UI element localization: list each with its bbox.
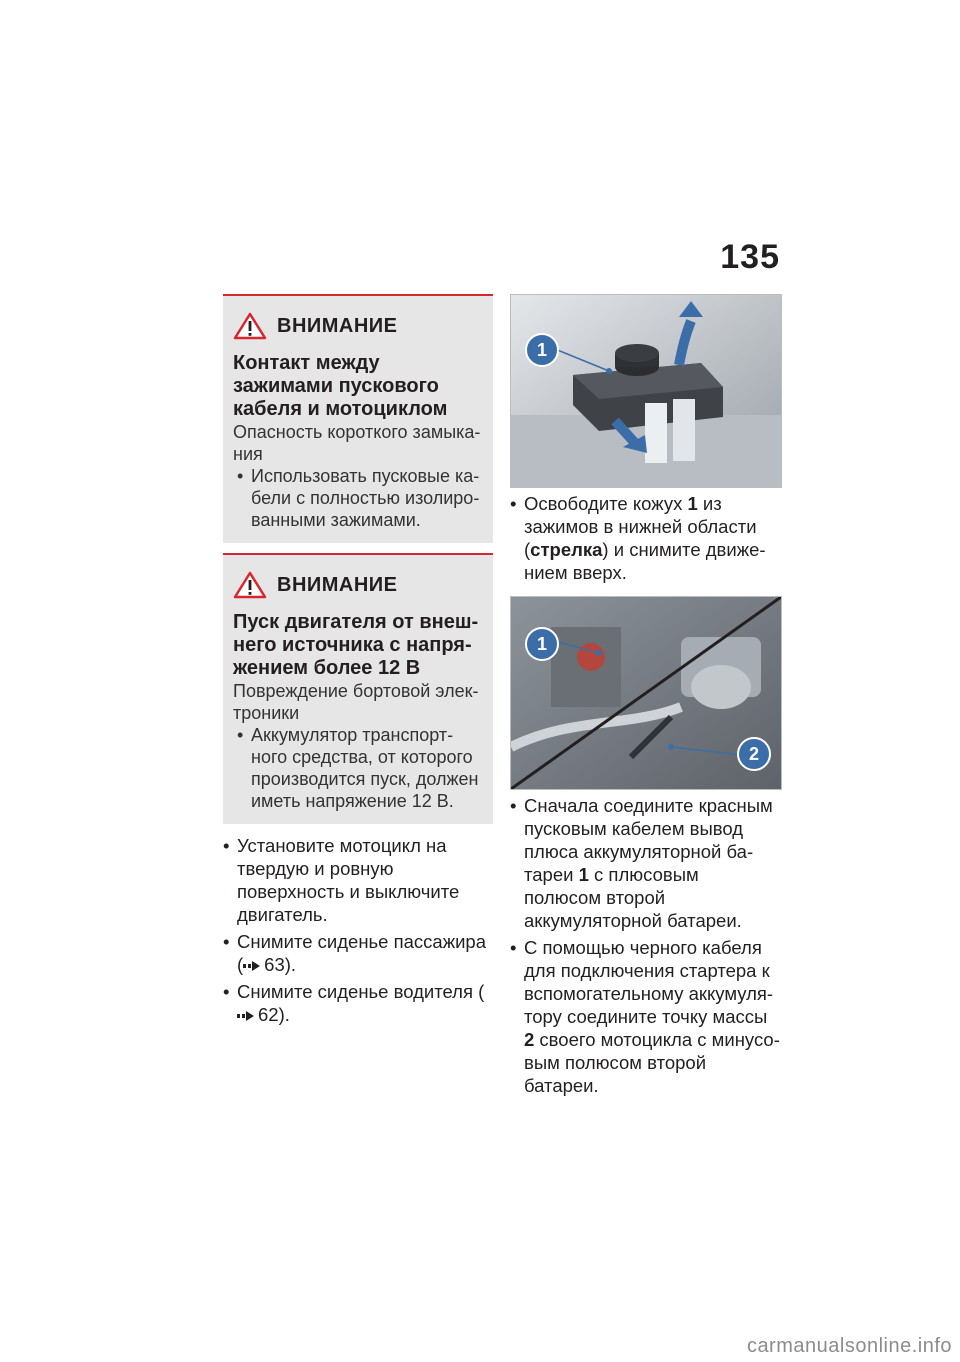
bullet-dot: • [223,931,230,952]
warning-box-2 [223,553,493,824]
step-text: из зажимов в нижней области ( [524,493,757,560]
page-reference-link[interactable]: 63 [264,954,285,975]
step-text: с плюсовым полюсом второй аккумуляторной батареи. [524,864,742,931]
bullet-dot: • [510,795,517,816]
step-text: Освободите кожух [524,493,688,514]
step-text: своего мотоцикла с минусовым полюсом второй батареи. [524,1029,780,1096]
step-text: ) и снимите движением вверх. [524,539,766,583]
step-text: С помощью черного кабеля для подключения стартера к вспомогательному аккумулятору соедините точку массы [524,937,774,1027]
step-text: Сначала соедините красным пусковым кабелем вывод плюса аккумуляторной батареи [524,795,773,885]
instruction-step [223,930,493,976]
warning-triangle-icon [233,312,267,340]
jump-start-photo [510,596,782,790]
step-text: Снимите сиденье водителя ( [237,981,485,1002]
step-text: ). [278,1004,290,1025]
battery-cover-illustration [511,295,781,487]
page-reference-link[interactable]: 62 [258,1004,279,1025]
step-text: Снимите сиденье пассажира ( [237,931,486,975]
emphasis-text: стрелка [530,539,603,560]
callout-number: 2 [524,1029,535,1050]
instruction-step [510,936,780,1097]
warning-header [233,312,483,340]
warning-box-1 [223,294,493,543]
warning-title: Пуск двигателя от внешнего источника с напряжением более 12 В [233,611,479,679]
instruction-step [223,980,493,1026]
bullet-dot: • [510,937,517,958]
step-text: ). [284,954,297,975]
reference-arrow-icon [243,960,261,972]
callout-badge-1: 1 [525,333,559,367]
warning-header [233,571,483,599]
warning-text: Повреждение бортовой электроники [233,681,479,723]
instruction-step [223,834,493,926]
warning-bullet: • Использовать пусковые кабели с полностью изолированными зажимами. [233,465,483,531]
step-text: Установите мотоцикл на твердую и ровную поверхность и выключите двигатель. [237,835,460,925]
left-column [223,294,493,1026]
battery-cover-photo [510,294,782,488]
bullet-dot: • [223,981,230,1002]
bullet-dot: • [223,835,230,856]
footer-watermark: carmanualsonline.info [746,1335,952,1357]
warning-title: Контакт между зажимами пускового кабеля и мотоциклом [233,352,448,420]
warning-label: ВНИМАНИЕ [277,573,398,596]
callout-badge-1: 1 [525,627,559,661]
warning-text: Опасность короткого замыкания [233,422,481,464]
instruction-step [510,492,780,584]
page-number: 135 [720,238,780,276]
callout-badge-2: 2 [737,737,771,771]
callout-number: 1 [687,493,698,514]
callout-number: 1 [578,864,589,885]
instruction-step [510,794,780,932]
warning-triangle-icon [233,571,267,599]
right-column [510,294,780,1097]
reference-arrow-icon [237,1010,255,1022]
warning-bullet: • Аккумулятор транспортного средства, от которого производится пуск, должен иметь напряжение 12 В. [233,724,483,812]
bullet-dot: • [510,493,517,514]
warning-label: ВНИМАНИЕ [277,314,398,337]
